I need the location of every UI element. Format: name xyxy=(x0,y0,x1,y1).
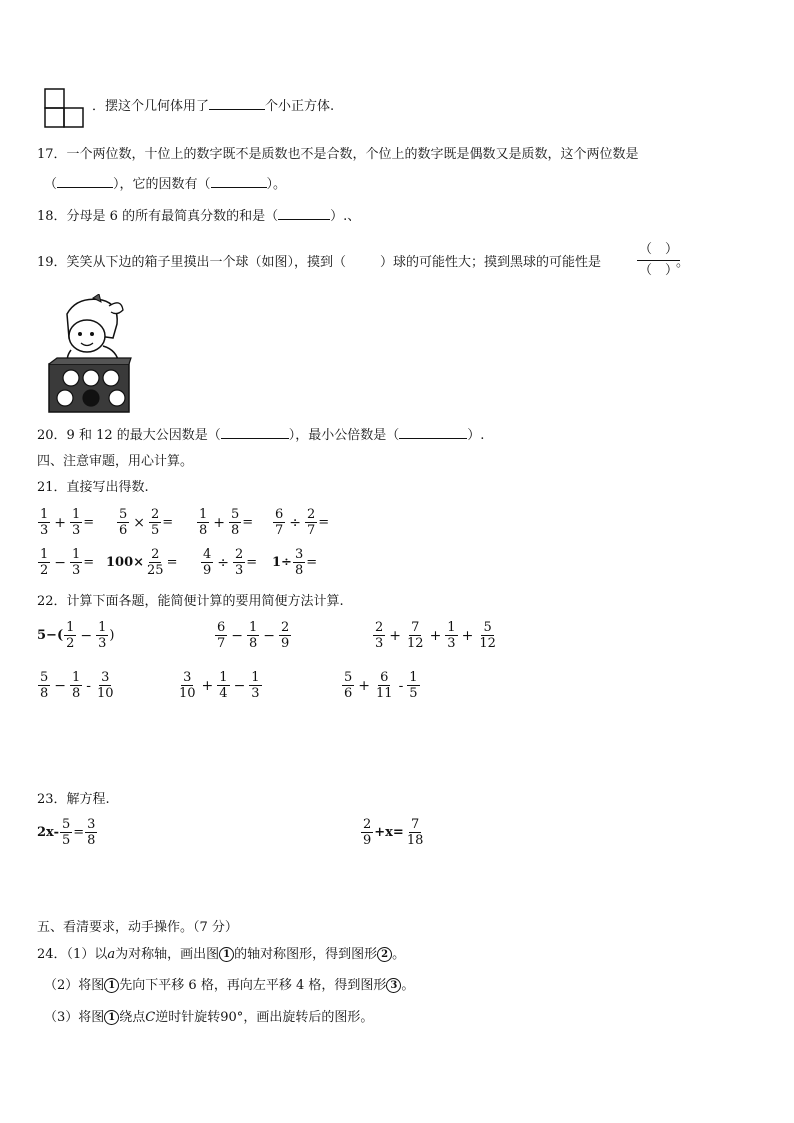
fraction xyxy=(405,620,426,651)
numerator: 5 xyxy=(61,817,71,832)
numerator: 1 xyxy=(219,670,228,685)
numerator: 7 xyxy=(410,817,420,832)
equals-sign: = xyxy=(318,515,330,530)
equals-sign: = xyxy=(242,515,254,530)
denominator: 18 xyxy=(406,833,424,848)
denominator: 7 xyxy=(307,523,316,538)
fraction xyxy=(70,670,82,701)
numerator: 1 xyxy=(72,547,81,562)
q21-problem xyxy=(116,507,173,538)
denominator: 8 xyxy=(40,686,49,701)
equals-sign: = xyxy=(306,555,318,570)
prefix: 1÷ xyxy=(272,555,292,570)
numerator: 2 xyxy=(375,620,384,635)
fraction xyxy=(64,620,76,651)
denominator: 3 xyxy=(72,563,81,578)
operator: + xyxy=(54,514,67,531)
fraction xyxy=(373,620,385,651)
q19-fraction-blank: $\frac{( )}{( )}$ xyxy=(639,242,679,278)
denominator: 9 xyxy=(363,833,372,848)
q22-expression-5 xyxy=(176,670,263,701)
numerator: 1 xyxy=(40,507,49,522)
denominator: 25 xyxy=(147,563,164,578)
denominator: 9 xyxy=(203,563,212,578)
operator: + xyxy=(429,627,442,644)
numerator: 5 xyxy=(231,507,240,522)
denominator: 8 xyxy=(294,563,304,578)
operator: − xyxy=(54,554,67,571)
fraction xyxy=(279,620,291,651)
q21-title: 21．直接写出得数. xyxy=(37,480,149,495)
numerator: 1 xyxy=(199,507,208,522)
numerator: 1 xyxy=(447,620,456,635)
denominator: 12 xyxy=(479,636,496,651)
fraction xyxy=(145,547,166,578)
q23-equation-2 xyxy=(360,817,426,848)
denominator: 8 xyxy=(199,523,208,538)
numerator: 2 xyxy=(307,507,316,522)
numerator: 1 xyxy=(72,507,81,522)
equals-sign: = xyxy=(83,515,95,530)
denominator: 7 xyxy=(217,636,226,651)
operator: − xyxy=(80,627,93,644)
prefix: 5−( xyxy=(37,628,64,643)
numerator: 7 xyxy=(411,620,420,635)
numerator: 1 xyxy=(251,670,260,685)
numerator: 2 xyxy=(363,817,372,832)
equals-sign: = xyxy=(162,515,174,530)
denominator: 3 xyxy=(375,636,384,651)
numerator: 1 xyxy=(40,547,49,562)
fraction xyxy=(70,547,82,578)
denominator: 5 xyxy=(409,686,418,701)
fraction xyxy=(361,817,373,848)
denominator: 11 xyxy=(376,686,393,701)
fraction xyxy=(197,507,209,538)
q21-problem xyxy=(37,547,94,578)
denominator: 4 xyxy=(219,686,228,701)
numerator: 5 xyxy=(40,670,49,685)
fraction xyxy=(477,620,498,651)
fraction xyxy=(201,547,213,578)
denominator: 3 xyxy=(72,523,81,538)
denominator: 3 xyxy=(251,686,260,701)
numerator: 1 xyxy=(98,620,107,635)
operator: + xyxy=(213,514,226,531)
fraction xyxy=(342,670,354,701)
fraction xyxy=(38,670,50,701)
denominator: 6 xyxy=(119,523,128,538)
q16-text: ．摆这个几何体用了 个小正方体. xyxy=(92,99,335,114)
operator: ÷ xyxy=(289,514,302,531)
q22-expression-4 xyxy=(37,670,117,701)
numerator: 2 xyxy=(235,547,244,562)
q22-expression-6 xyxy=(341,670,421,701)
numerator: 6 xyxy=(217,620,226,635)
fraction xyxy=(247,620,259,651)
denominator: 3 xyxy=(98,636,107,651)
numerator: 4 xyxy=(203,547,212,562)
denominator: 10 xyxy=(97,686,114,701)
operator: ÷ xyxy=(217,554,230,571)
q21-problem xyxy=(37,507,94,538)
denominator: 5 xyxy=(61,833,71,848)
fraction xyxy=(229,507,241,538)
q21-problem xyxy=(272,547,317,578)
prefix: 100× xyxy=(106,555,145,570)
q22-expression-3 xyxy=(372,620,499,651)
equals-sign: = xyxy=(83,555,95,570)
operator: − xyxy=(54,677,67,694)
q21-problem xyxy=(106,547,177,578)
numerator: 2 xyxy=(281,620,290,635)
fraction xyxy=(273,507,285,538)
numerator: 1 xyxy=(72,670,81,685)
numerator: 3 xyxy=(87,817,96,832)
q23-title: 23．解方程. xyxy=(37,792,110,807)
operator: + xyxy=(201,677,214,694)
q21-problem xyxy=(196,507,253,538)
operator: − xyxy=(263,627,276,644)
q21-problem xyxy=(272,507,329,538)
q22-expression-2 xyxy=(214,620,292,651)
equals-sign: = xyxy=(246,555,258,570)
equals-sign: = xyxy=(73,825,85,840)
numerator: 3 xyxy=(101,670,110,685)
q24-line-2: （2）将图 1 先向下平移 6 格，再向左平移 4 格，得到图形 3 。 xyxy=(44,978,415,993)
fraction xyxy=(405,817,426,848)
girl-with-ball-box-illustration xyxy=(47,294,135,414)
fraction xyxy=(215,620,227,651)
denominator: 9 xyxy=(281,636,290,651)
denominator: 3 xyxy=(40,523,49,538)
q17-line1: 17．一个两位数，十位上的数字既不是质数也不是合数，个位上的数字既是偶数又是质数，这个两位数是 xyxy=(37,147,639,162)
operator: + xyxy=(389,627,402,644)
numerator: 2 xyxy=(151,547,160,562)
denominator: 5 xyxy=(151,523,160,538)
operator: − xyxy=(231,627,244,644)
denominator: 7 xyxy=(275,523,284,538)
equals-sign: = xyxy=(166,555,178,570)
denominator: 6 xyxy=(344,686,353,701)
fraction xyxy=(95,670,116,701)
numerator: 6 xyxy=(380,670,389,685)
fraction xyxy=(38,507,50,538)
denominator: 8 xyxy=(231,523,240,538)
operator: − xyxy=(233,677,246,694)
fraction xyxy=(293,547,305,578)
middle-term: +x= xyxy=(374,825,404,840)
q24-line-3: （3）将图 1 绕点C逆时针旋转90°，画出旋转后的图形。 xyxy=(44,1010,374,1025)
cube-stack-figure xyxy=(44,88,84,128)
numerator: 6 xyxy=(275,507,284,522)
fraction xyxy=(177,670,198,701)
denominator: 12 xyxy=(407,636,424,651)
operator: + xyxy=(358,677,371,694)
fraction xyxy=(96,620,108,651)
q23-equation-1 xyxy=(37,817,98,848)
q21-problem xyxy=(200,547,257,578)
denominator: 8 xyxy=(87,833,96,848)
fraction xyxy=(407,670,419,701)
fraction xyxy=(117,507,129,538)
operator: × xyxy=(133,514,146,531)
denominator: 2 xyxy=(40,563,49,578)
fraction xyxy=(217,670,229,701)
operator: - xyxy=(398,677,404,694)
prefix: 2x- xyxy=(37,825,59,840)
q18-text: 18．分母是 6 的所有最简真分数的和是（ ）.、 xyxy=(37,209,361,224)
fraction xyxy=(233,547,245,578)
q22-title: 22．计算下面各题，能简便计算的要用简便方法计算. xyxy=(37,594,344,609)
fraction xyxy=(445,620,457,651)
q24-line-1: 24．（1）以a为对称轴，画出图 1 的轴对称图形，得到图形 2 。 xyxy=(37,947,406,962)
numerator: 5 xyxy=(119,507,128,522)
q19-text: 19．笑笑从下边的箱子里摸出一个球（如图），摸到（ ）球的可能性大；摸到黑球的可能性是 xyxy=(37,255,602,270)
fraction xyxy=(249,670,261,701)
fraction xyxy=(374,670,395,701)
numerator: 3 xyxy=(294,547,304,562)
q20-text: 20．9 和 12 的最大公因数是（ ），最小公倍数是（ ）. xyxy=(37,428,485,443)
operator: - xyxy=(86,677,92,694)
numerator: 5 xyxy=(344,670,353,685)
denominator: 8 xyxy=(72,686,81,701)
fraction xyxy=(85,817,97,848)
denominator: 10 xyxy=(179,686,196,701)
paren: ) xyxy=(109,628,115,643)
fraction xyxy=(305,507,317,538)
fraction xyxy=(149,507,161,538)
fraction xyxy=(70,507,82,538)
denominator: 8 xyxy=(249,636,258,651)
operator: + xyxy=(461,627,474,644)
q17-line2: （ ），它的因数有（ ）。 xyxy=(44,177,287,192)
q19-period: 。 xyxy=(676,255,690,270)
denominator: 2 xyxy=(66,636,75,651)
numerator: 3 xyxy=(183,670,192,685)
numerator: 1 xyxy=(66,620,75,635)
denominator: 3 xyxy=(235,563,244,578)
fraction xyxy=(38,547,50,578)
numerator: 1 xyxy=(249,620,258,635)
denominator: 3 xyxy=(447,636,456,651)
numerator: 5 xyxy=(483,620,492,635)
q22-expression-1 xyxy=(37,620,114,651)
numerator: 1 xyxy=(409,670,418,685)
section-5-heading: 五、看清要求，动手操作。（7 分） xyxy=(37,920,238,935)
section-4-heading: 四、注意审题，用心计算。 xyxy=(37,454,194,469)
numerator: 2 xyxy=(151,507,160,522)
fraction xyxy=(60,817,72,848)
